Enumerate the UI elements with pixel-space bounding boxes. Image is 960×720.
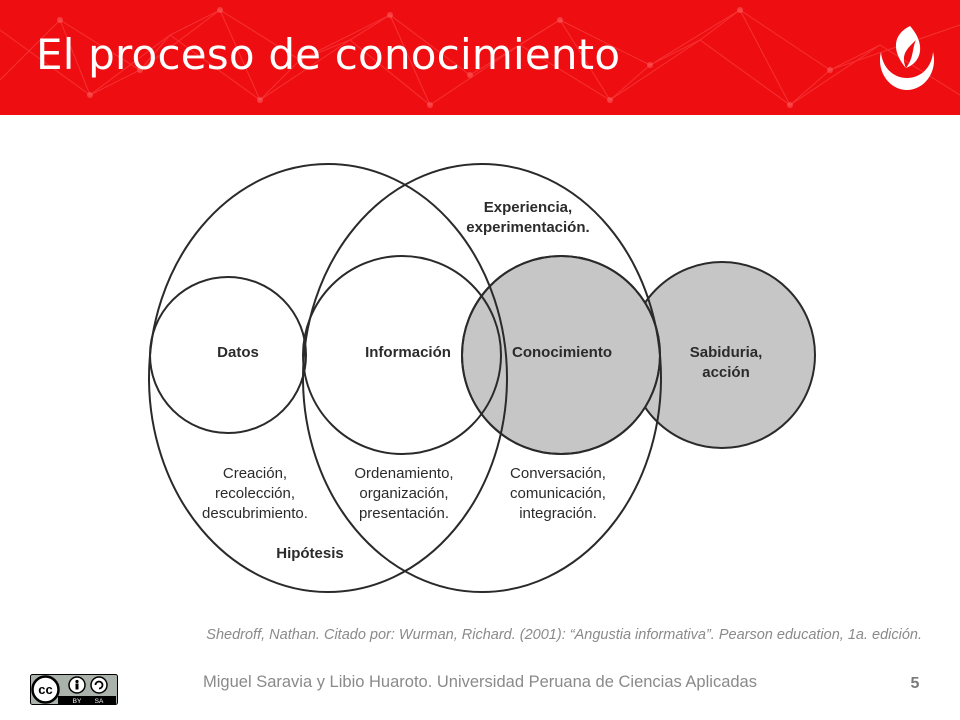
informacion-process-line-1: Ordenamiento, — [354, 465, 454, 482]
citation: Shedroff, Nathan. Citado por: Wurman, Richard. (2001): “Angustia informativa”. Pearson education, 1a. edición. — [206, 627, 922, 643]
page-number: 5 — [910, 675, 920, 692]
cc-label: cc — [38, 682, 53, 697]
informacion-process-line-2: organización, — [359, 485, 449, 502]
datos-process-line-3: descubrimiento. — [202, 505, 308, 522]
conocimiento-process-line-1: Conversación, — [510, 465, 606, 482]
datos-label: Datos — [217, 344, 259, 361]
top-label-line-1: Experiencia, — [483, 199, 573, 216]
top-label-line-2: experimentación. — [466, 219, 590, 236]
datos-process-line-1: Creación, — [222, 465, 288, 482]
by-label: BY — [72, 698, 82, 705]
left-ellipse — [149, 164, 507, 592]
sa-label: SA — [94, 698, 104, 705]
conocimiento-process-line-3: integración. — [519, 505, 597, 522]
datos-process-line-2: recolección, — [214, 485, 296, 502]
hipotesis-label: Hipótesis — [276, 545, 344, 562]
sabiduria-label-line-1: Sabiduria, — [689, 344, 763, 361]
footer-authors: Miguel Saravia y Libio Huaroto. Universidad Peruana de Ciencias Aplicadas — [203, 673, 757, 691]
informacion-label: Información — [365, 344, 451, 361]
conocimiento-label: Conocimiento — [512, 344, 612, 361]
informacion-process-line-3: presentación. — [358, 505, 450, 522]
sabiduria-label-line-2: acción — [702, 364, 750, 381]
slide-title: El proceso de conocimiento — [36, 30, 621, 79]
conocimiento-process-line-2: comunicación, — [510, 485, 606, 502]
